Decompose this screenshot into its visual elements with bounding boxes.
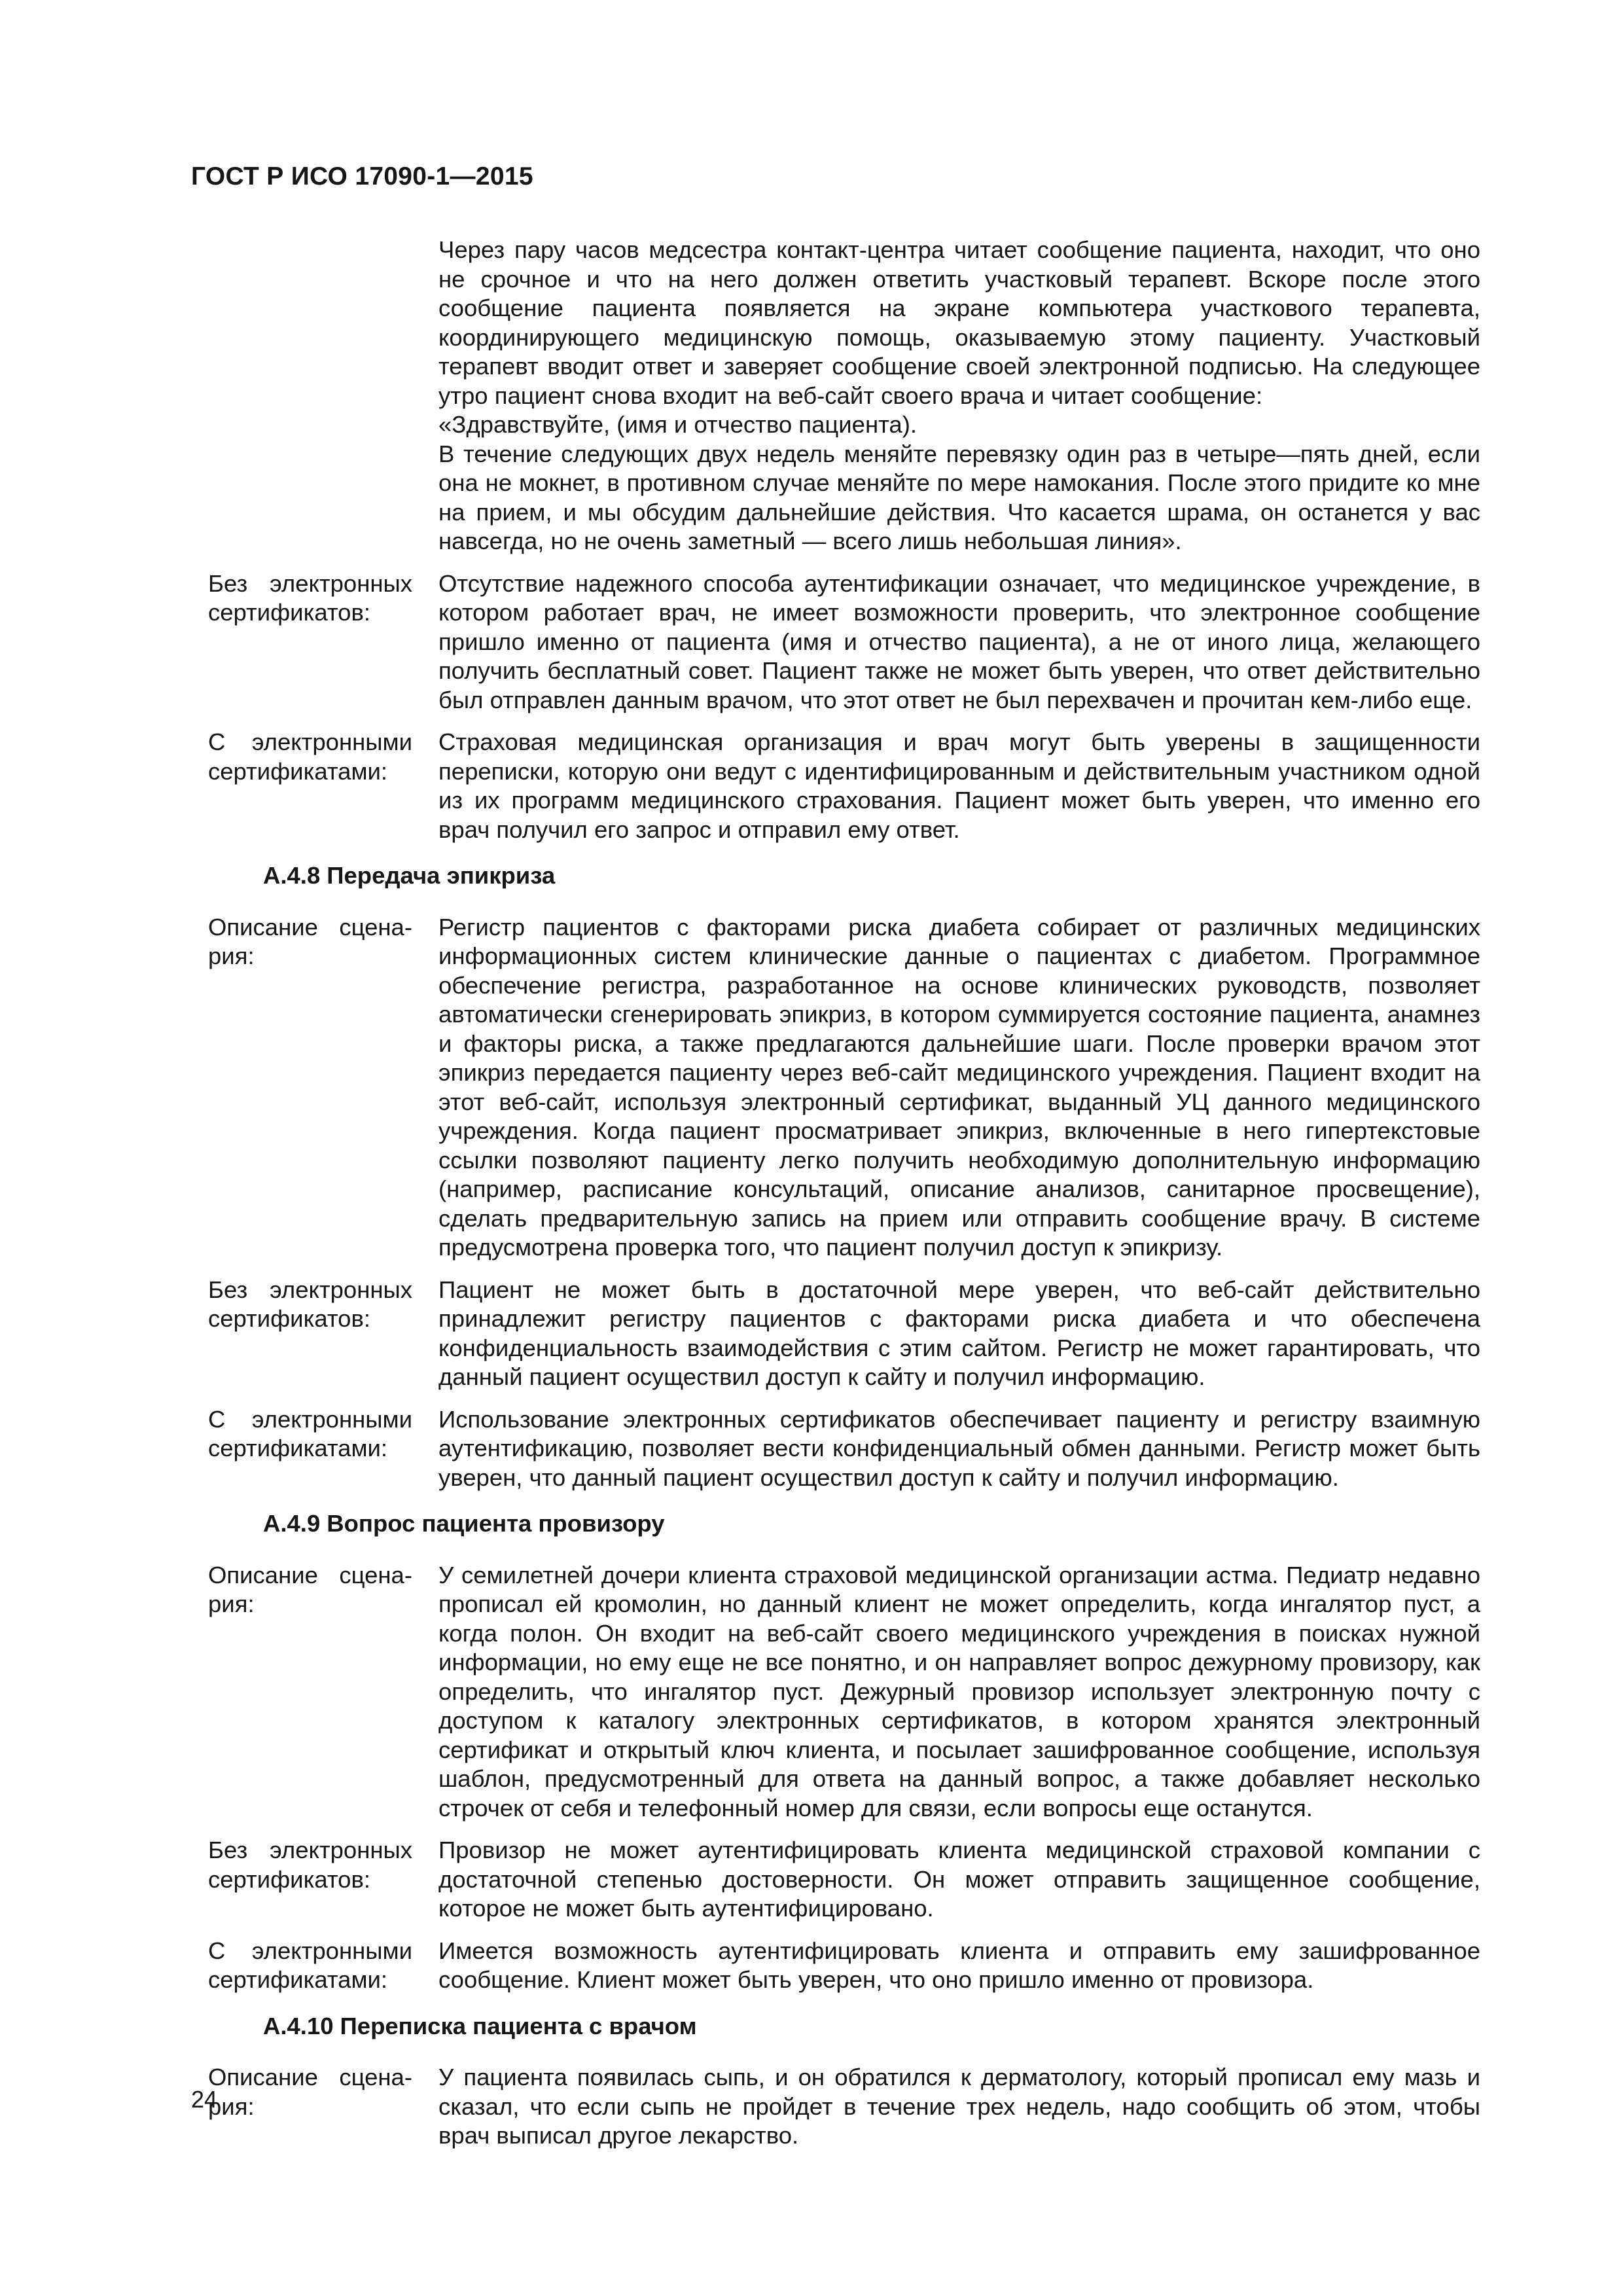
row-label: С электронными сертификатами:	[208, 728, 412, 785]
row-label: Без электронных сертификатов:	[208, 1837, 412, 1893]
intro-paragraph: В течение следующих двух недель меняйте перевязку один раз в четыре—пять дней, если она не мокнет, в противном случае меняйте по мере намокания. После этого придите ко мне на прием, и мы обсудим дальнейшие действия. Что касается шрама, он останется у вас навсегда, но не очень заметный — всего лишь небольшая линия».	[438, 440, 1480, 554]
without-certificates-row	[208, 569, 1480, 715]
intro-block	[438, 236, 1480, 556]
row-text: Отсутствие надежного способа аутентификации означает, что медицинское учреждение, в котором работает врач, не имеет возможности проверить, что электронное сообщение пришло именно от пациента (имя и отчество пациента), а не от иного лица, желающего получить бесплатный совет. Пациент также не может быть уверен, что ответ действительно был отправлен данным врачом, что этот ответ не был перехвачен и прочитан кем-либо еще.	[438, 569, 1480, 713]
scenario-row	[208, 913, 1480, 1263]
with-certificates-row	[208, 1937, 1480, 1995]
row-label: Описание сцена- рия:	[208, 1561, 412, 1617]
with-certificates-row	[208, 1405, 1480, 1493]
page-content	[208, 236, 1480, 2151]
without-certificates-row	[208, 1276, 1480, 1392]
document-header: ГОСТ Р ИСО 17090-1—2015	[191, 162, 533, 190]
section-title: А.4.9 Вопрос пациента провизору	[263, 1510, 665, 1537]
row-text: Пациент не может быть в достаточной мере уверен, что веб-сайт действительно принадлежит регистру пациентов с факторами риска диабета и что обеспечена конфиденциальность взаимодействия с этим сайтом. Регистр не может гарантировать, что данный пациент осуществил доступ к сайту и получил информацию.	[438, 1276, 1480, 1390]
row-text: Имеется возможность аутентифицировать клиента и отправить ему зашифрованное сообщение. Клиент может быть уверен, что оно пришло именно от провизора.	[438, 1937, 1480, 1993]
row-text: Использование электронных сертификатов обеспечивает пациенту и регистру взаимную аутентификацию, позволяет вести конфиденциальный обмен данными. Регистр может быть уверен, что данный пациент осуществил доступ к сайту и получил информацию.	[438, 1405, 1480, 1491]
scenario-row	[208, 2063, 1480, 2151]
without-certificates-row	[208, 1836, 1480, 1924]
row-text: У пациента появилась сыпь, и он обратился к дерматологу, который прописал ему мазь и сказал, что если сыпь не пройдет в течение трех недель, надо сообщить об этом, чтобы врач выписал другое лекарство.	[438, 2064, 1480, 2149]
section-title: А.4.8 Передача эпикриза	[263, 862, 556, 889]
row-label: С электронными сертификатами:	[208, 1937, 412, 1993]
intro-paragraph: Через пару часов медсестра контакт-центра читает сообщение пациента, находит, что оно не срочное и что на него должен ответить участковый терапевт. Вскоре после этого сообщение пациента появляется на экране компьютера участкового терапевта, координирующего медицинскую помощь, оказываемую этому пациенту. Участковый терапевт вводит ответ и заверяет сообщение своей электронной подписью. На следующее утро пациент снова входит на веб-сайт своего врача и читает сообщение:	[438, 236, 1480, 409]
row-label: Без электронных сертификатов:	[208, 1276, 412, 1332]
intro-greeting: «Здравствуйте, (имя и отчество пациента).	[438, 411, 918, 438]
page-number: 24	[191, 2086, 218, 2113]
with-certificates-row	[208, 728, 1480, 844]
section-title: А.4.10 Переписка пациента с врачом	[263, 2012, 697, 2039]
scenario-row	[208, 1561, 1480, 1823]
row-label: Описание сцена- рия:	[208, 2064, 412, 2120]
row-label: С электронными сертификатами:	[208, 1405, 412, 1462]
row-label: Без электронных сертификатов:	[208, 569, 412, 626]
row-text: У семилетней дочери клиента страховой медицинской организации астма. Педиатр недавно прописал ей кромолин, но данный клиент не может определить, когда ингалятор пуст, а когда полон. Он входит на веб-сайт своего медицинского учреждения в поисках нужной информации, но ему еще не все понятно, и он направляет вопрос дежурному провизору, как определить, что ингалятор пуст. Дежурный провизор использует электронную почту с доступом к каталогу электронных сертификатов, в котором хранятся электронный сертификат и открытый ключ клиента, и посылает зашифрованное сообщение, используя шаблон, предусмотренный для ответа на данный вопрос, а также добавляет несколько строчек от себя и телефонный номер для связи, если вопросы еще останутся.	[438, 1561, 1480, 1821]
row-text: Страховая медицинская организация и врач могут быть уверены в защищенности переписки, которую они ведут с идентифицированным и действительным участником одной из их программ медицинского страхования. Пациент может быть уверен, что именно его врач получил его запрос и отправил ему ответ.	[438, 728, 1480, 843]
row-text: Регистр пациентов с факторами риска диабета собирает от различных медицинских информационных систем клинические данные о пациентах с диабетом. Программное обеспечение регистра, разработанное на основе клинических руководств, позволяет автоматически сгенерировать эпикриз, в котором суммируется состояние пациента, анамнез и факторы риска, а также предлагаются дальнейшие шаги. После проверки врачом этот эпикриз передается пациенту через веб-сайт медицинского учреждения. Пациент входит на этот веб-сайт, используя электронный сертификат, выданный УЦ данного медицинского учреждения. Когда пациент просматривает эпикриз, включенные в него гипертекстовые ссылки позволяют пациенту легко получить необходимую дополнительную информацию (например, расписание консультаций, описание анализов, санитарное просвещение), сделать предварительную запись на прием или отправить сообщение врачу. В системе предусмотрена проверка того, что пациент получил доступ к эпикризу.	[438, 913, 1480, 1261]
row-label: Описание сцена- рия:	[208, 913, 412, 969]
row-text: Провизор не может аутентифицировать клиента медицинской страховой компании с достаточной степенью достоверности. Он может отправить защищенное сообщение, которое не может быть аутентифицировано.	[438, 1837, 1480, 1922]
